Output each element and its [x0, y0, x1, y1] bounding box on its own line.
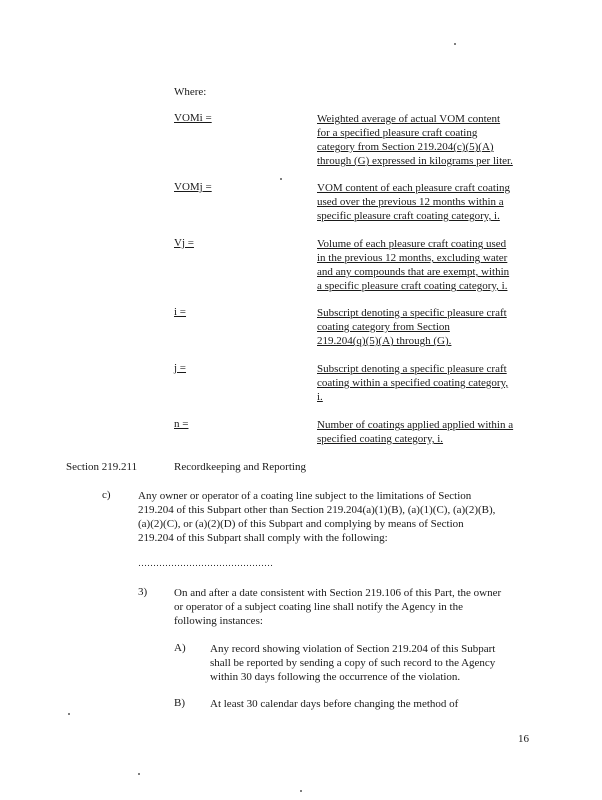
definition-text: VOM content of each pleasure craft coating used over the previous 12 months within a specific pleasure craft coating category, i. [317, 182, 511, 222]
definition-term: n = [174, 418, 189, 430]
paragraph-text: At least 30 calendar days before changing the method of [210, 698, 459, 710]
page-number: 16 [518, 733, 529, 745]
definition-term: VOMi = [174, 112, 212, 124]
paragraph-text: On and after a date consistent with Section 219.106 of this Part, the owner or operator of a subject coating line shall notify the Agency in the following instances: [174, 587, 502, 627]
paragraph-label: 3) [138, 586, 148, 598]
definition-text: Number of coatings applied applied within a specified coating category, i. [317, 419, 514, 445]
paragraph-text: Any owner or operator of a coating line subject to the limitations of Section 219.204 of this Subpart other than Section 219.204(a)(1)(B), (a)(1)(C), (a)(2)(B), (a)(2)(C), or (a)(2)(D) of this Subpart and complying by means of Section 219.204 of this Subpart shall comply with the following: [138, 490, 496, 544]
scan-speck [68, 713, 70, 715]
definition-term: i = [174, 306, 187, 318]
paragraph-label: A) [174, 642, 186, 654]
definition-term: Vj = [174, 237, 194, 249]
where-label: Where: [174, 86, 207, 98]
definition-text: Volume of each pleasure craft coating used in the previous 12 months, excluding water and any compounds that are exempt, within a specific pleasure craft coating category, i. [317, 238, 510, 292]
definition-text: Subscript denoting a specific pleasure craft coating within a specified coating category, i. [317, 363, 509, 403]
definition-text: Weighted average of actual VOM content for a specified pleasure craft coating category from Section 219.204(c)(5)(A) through (G) expressed in kilograms per liter. [317, 113, 513, 167]
definition-term: j = [174, 362, 187, 374]
scan-speck [300, 790, 302, 792]
scan-speck [454, 43, 456, 45]
definition-term: VOMj = [174, 181, 212, 193]
section-number: Section 219.211 [66, 461, 138, 473]
paragraph-label: c) [102, 489, 111, 501]
section-title: Recordkeeping and Reporting [174, 461, 306, 473]
omission-ellipsis: ……………………………………… [138, 558, 273, 568]
scan-speck [138, 773, 140, 775]
paragraph-text: Any record showing violation of Section 219.204 of this Subpart shall be reported by sending a copy of such record to the Agency within 30 days following the occurrence of the violation. [210, 643, 496, 683]
paragraph-label: B) [174, 697, 185, 709]
definition-text: Subscript denoting a specific pleasure craft coating category from Section 219.204(q)(5)(A) through (G). [317, 307, 507, 347]
scan-speck [280, 178, 282, 180]
